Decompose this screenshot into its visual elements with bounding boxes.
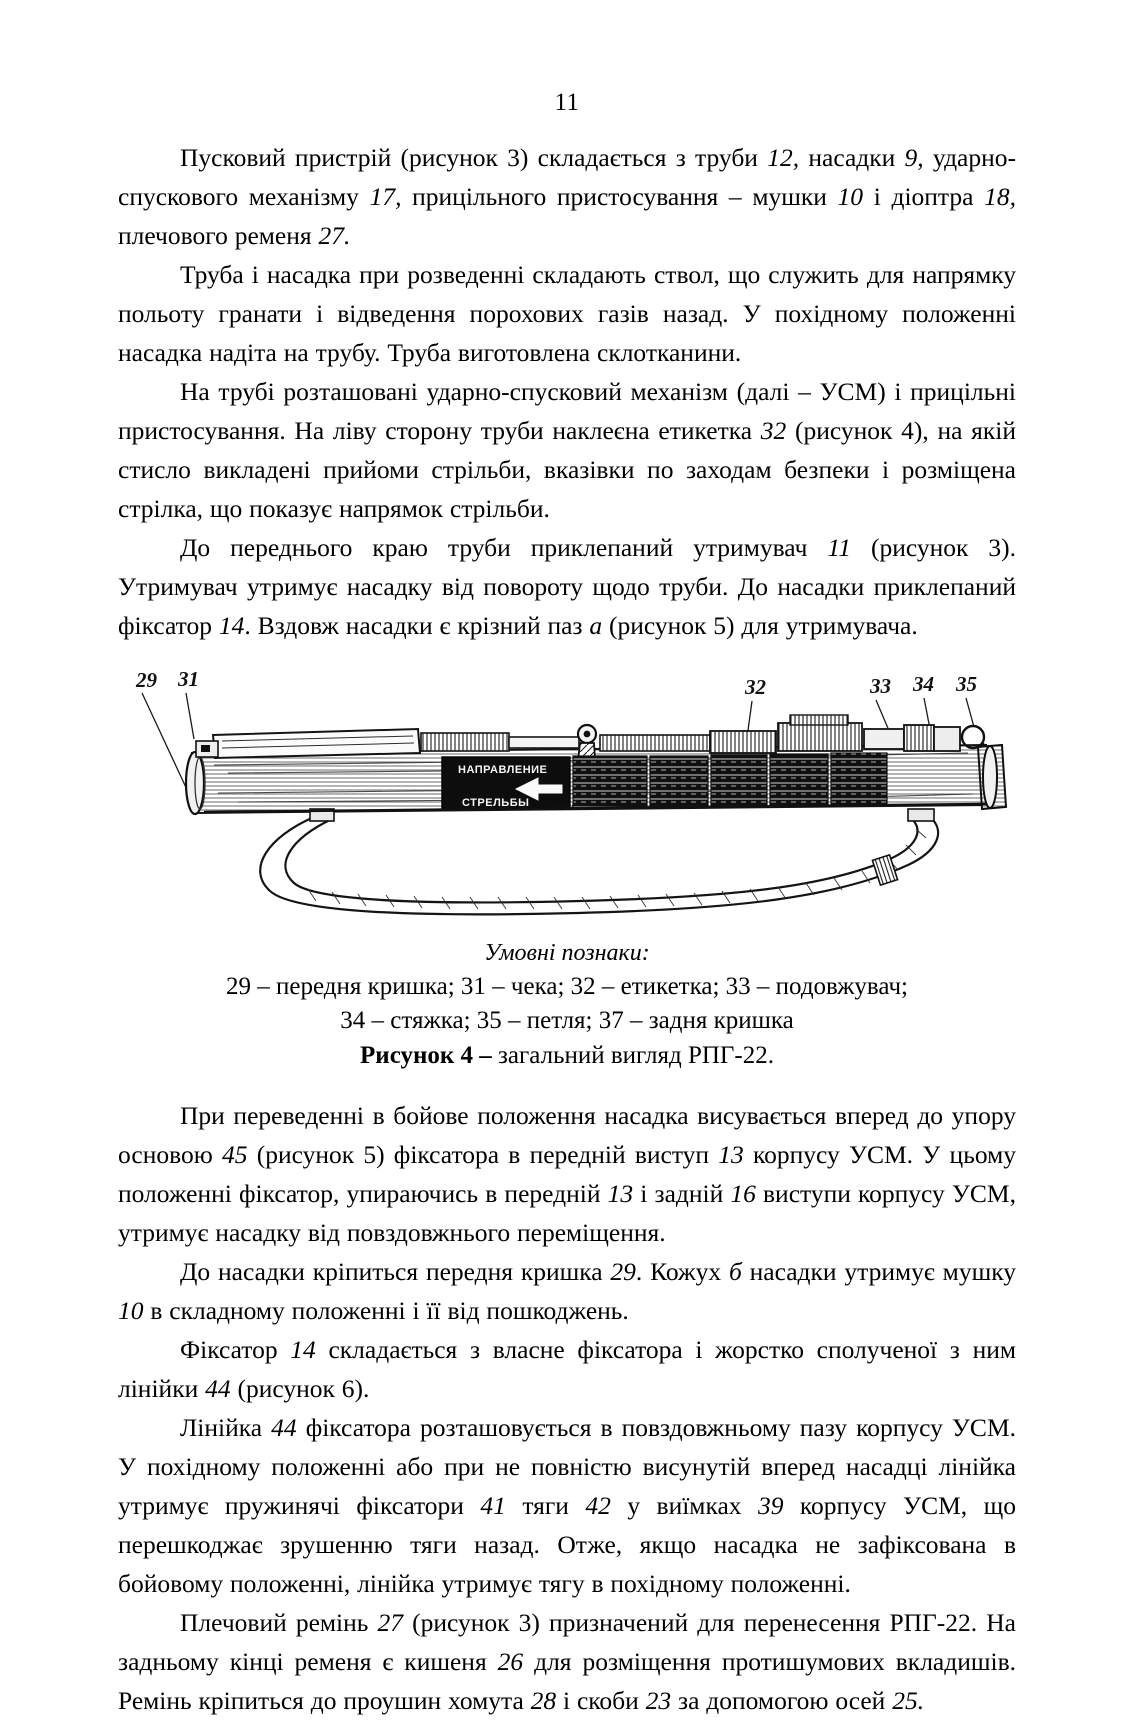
- warning-sticker-32: [442, 753, 887, 809]
- figure-callout-32: [744, 675, 767, 699]
- paragraph-4: До переднього краю труби приклепаний утримувач 11 (рисунок 3). Утримувач утримує насадку від повороту щодо труби. До насадки приклепаний фіксатор 14. Вздовж насадки є крізний паз а (рисунок 5) для утримувача.: [118, 533, 1016, 640]
- paragraph-6: До насадки кріпиться передня кришка 29. Кожух б насадки утримує мушку 10 в складному положенні і її від пошкоджень.: [118, 1257, 1016, 1325]
- paragraph-2: Труба і насадка при розведенні складають ствол, що служить для напрямку польоту гранати і відведення порохових газів назад. У похідному положенні насадка надіта на трубу. Труба виготовлена склотканини.: [118, 260, 1016, 367]
- svg-text:34: 34: [913, 672, 934, 696]
- sticker-line-2: СТРЕЛЬБЫ: [462, 797, 530, 809]
- figure-callout-34: [912, 672, 934, 696]
- paragraph-1: Пусковий пристрій (рисунок 3) складається з труби 12, насадки 9, ударно-спускового механізму 17, прицільного пристосування – мушки 10 і діоптра 18, плечового ременя 27.: [118, 143, 1017, 250]
- page-content: [118, 88, 1016, 1720]
- legend-title: Умовні познаки:: [484, 940, 650, 966]
- shoulder-strap: [260, 809, 938, 914]
- figure-callout-33: [869, 674, 891, 698]
- figure-label: Рисунок 4 –: [360, 1042, 499, 1069]
- strap-rear-clamp: [908, 809, 934, 821]
- figure-rpg22-drawing: [118, 661, 1016, 931]
- figure-title: загальний вигляд РПГ-22.: [498, 1042, 774, 1069]
- legend-line-2: 34 – стяжка; 35 – петля; 37 – задня кришка: [340, 1007, 794, 1034]
- sticker-line-1: НАПРАВЛЕНИЕ: [458, 764, 548, 776]
- paragraph-3: На трубі розташовані ударно-спусковий механізм (далі – УСМ) і прицільні пристосування. На ліву сторону труби наклеєна етикетка 32 (рисунок 4), на якій стисло викладені прийоми стрільби, вказівки по заходам безпеки і розміщена стрілка, що показує напрямок стрільби.: [118, 377, 1016, 523]
- paragraph-7: Фіксатор 14 складається з власне фіксатора і жорстко сполученої з ним лінійки 44 (рисунок 6).: [118, 1335, 1016, 1403]
- figure-block: [118, 661, 1016, 1074]
- page-number: 11: [554, 89, 580, 116]
- svg-text:29: 29: [136, 668, 157, 692]
- figure-caption: [118, 937, 1016, 1074]
- rpg22-illustration: [118, 661, 1016, 931]
- paragraph-5: При переведенні в бойове положення насадка висувається вперед до упору основою 45 (рисунок 5) фіксатора в передній виступ 13 корпусу УСМ. У цьому положенні фіксатор, упираючись в передній 13 і задній 16 виступи корпусу УСМ, утримує насадку від повздовжнього переміщення.: [118, 1101, 1016, 1247]
- svg-text:35: 35: [956, 672, 977, 696]
- figure-callout-29: [135, 668, 158, 692]
- strap-buckle: [872, 855, 897, 885]
- paragraph-8: Лінійка 44 фіксатора розташовується в повздовжньому пазу корпусу УСМ. У похідному положенні або при не повністю висунутій вперед насадці лінійка утримує пружинячі фіксатори 41 тяги 42 у виїмках 39 корпусу УСМ, що перешкоджає зрушенню тяги назад. Отже, якщо насадка не зафіксована в бойовому положенні, лінійка утримує тягу в похідному положенні.: [118, 1413, 1016, 1598]
- legend-line-1: 29 – передня кришка; 31 – чека; 32 – етикетка; 33 – подовжувач;: [226, 973, 908, 1000]
- post-figure-body: [118, 1096, 1016, 1720]
- figure-callout-31: [177, 667, 199, 691]
- svg-text:33: 33: [870, 674, 891, 698]
- trigger-mechanism-block: [600, 715, 862, 753]
- svg-text:31: 31: [178, 667, 199, 691]
- figure-callout-35: [955, 672, 977, 696]
- figure-number-title: [118, 1038, 1016, 1074]
- paragraph-9: Плечовий ремінь 27 (рисунок 3) призначений для перенесення РПГ-22. На задньому кінці ременя є кишеня 26 для розміщення протишумових вкладишів. Ремінь кріпиться до проушин хомута 28 і скоби 23 за допомогою осей 25.: [118, 1608, 1017, 1715]
- svg-text:32: 32: [745, 675, 766, 699]
- sticker-pictograms: [573, 753, 887, 808]
